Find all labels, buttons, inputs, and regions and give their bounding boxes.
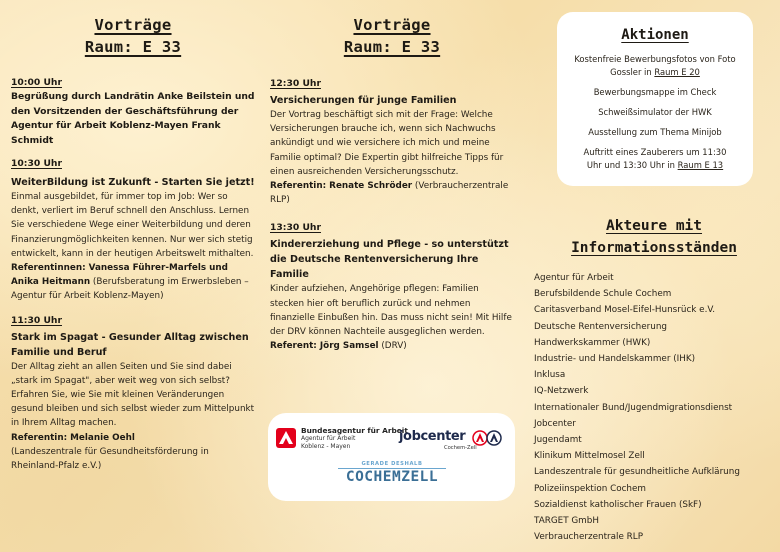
bundesagentur-text	[301, 426, 411, 450]
aktionen-card	[557, 12, 753, 186]
talk-title: WeiterBildung ist Zukunft - Starten Sie jetzt!	[11, 177, 255, 188]
talk-1000	[11, 76, 255, 148]
program-column-1	[11, 0, 255, 473]
talk-speaker	[270, 339, 514, 353]
ba-sub-1: Agentur für Arbeit	[301, 435, 356, 442]
ba-name: Bundesagentur für Arbeit	[301, 426, 408, 435]
aktion-item	[557, 53, 753, 79]
speaker-org: (DRV)	[378, 341, 407, 352]
list-item: Landeszentrale für gesundheitliche Aufklärung	[534, 467, 740, 478]
list-item: Berufsbildende Schule Cochem	[534, 289, 672, 300]
list-item: IQ-Netzwerk	[534, 386, 589, 397]
talk-title: Begrüßung durch Landrätin Anke Beilstein und den Vorsitzenden der Geschäftsführung der Agentur für Arbeit Koblenz-Mayen Frank Schmidt	[11, 91, 255, 146]
list-item: Verbraucherzentrale RLP	[534, 532, 644, 543]
talk-time: 13:30 Uhr	[270, 222, 321, 234]
jobcenter-sub: Cochem-Zell	[444, 445, 477, 451]
list-item: Industrie- und Handelskammer (IHK)	[534, 354, 696, 365]
talk-time: 10:00 Uhr	[11, 77, 62, 88]
akteure-list	[534, 270, 774, 545]
aktion-text: Kostenfreie Bewerbungsfotos von Foto Gossler in	[574, 54, 736, 77]
talk-time: 11:30 Uhr	[11, 314, 62, 326]
column-2-heading	[270, 14, 514, 58]
room-link: Raum E 20	[654, 67, 700, 77]
akteure-heading	[534, 215, 774, 259]
cochemzell-logo	[330, 461, 454, 486]
talk-1230	[270, 77, 514, 207]
talk-1030	[11, 157, 255, 304]
aktion-item: Bewerbungsmappe im Check	[593, 87, 717, 97]
talk-speaker	[11, 431, 255, 445]
heading-line-1: Vorträge	[94, 16, 172, 34]
speaker-name: Referentin: Renate Schröder	[270, 181, 413, 192]
list-item: Internationaler Bund/Jugendmigrationsdienst	[534, 402, 733, 413]
aktion-item	[557, 146, 753, 172]
talk-title: Kindererziehung und Pflege - so unterstützt die Deutsche Rentenversicherung Ihre Familie	[270, 239, 509, 281]
bundesagentur-logo-icon	[276, 428, 296, 448]
list-item: Klinikum Mittelmosel Zell	[534, 451, 645, 462]
list-item: Agentur für Arbeit	[534, 273, 614, 283]
talk-1330	[270, 221, 514, 353]
cochemzell-tagline: GERADE DESHALB	[361, 461, 423, 467]
speaker-org: (Berufsberatung im Erwerbsleben – Agentur für Arbeit Koblenz-Mayen)	[11, 277, 249, 302]
talk-title: Versicherungen für junge Familien	[270, 95, 457, 106]
partner-logos-card	[268, 413, 515, 501]
talk-description: Einmal ausgebildet, für immer top im Job: Wer so denkt, verliert im Beruf schnell den Anschluss. Lernen Sie verschiedene Wege einer Weiterbildung und deren Finanzierungmöglichkeiten kennen. Nur wer sich stetig entwickelt, kann in der heutigen Arbeitswelt mithalten.	[11, 192, 254, 259]
talk-speaker	[270, 179, 514, 207]
jobcenter-name: jobcenter	[399, 429, 466, 444]
speaker-org: (Verbraucherzentrale RLP)	[270, 181, 509, 206]
aktion-item: Ausstellung zum Thema Minijob	[588, 127, 722, 137]
talk-time: 10:30 Uhr	[11, 158, 62, 169]
heading-line-1: Vorträge	[353, 16, 431, 34]
room-link: Raum E 13	[677, 160, 724, 170]
list-item: TARGET GmbH	[534, 516, 599, 527]
aktion-item: Schweißsimulator der HWK	[598, 107, 712, 117]
talk-description: Kinder aufziehen, Angehörige pflegen: Familien stecken hier oft beruflich zurück und nehmen finanzielle Einbußen hin. Das muss nicht sein! Mit Hilfe der DRV können Nachteile ausgeglichen werden.	[270, 284, 512, 338]
talk-title: Stark im Spagat - Gesunder Alltag zwischen Familie und Beruf	[11, 331, 249, 358]
heading-line-2: Raum: E 33	[343, 38, 441, 56]
talk-speaker	[11, 261, 255, 304]
list-item: Handwerkskammer (HWK)	[534, 337, 651, 348]
speaker-org: (Landeszentrale für Gesundheitsförderung in Rheinland-Pfalz e.V.)	[11, 446, 209, 472]
heading-line-2: Raum: E 33	[84, 38, 182, 56]
list-item: Sozialdienst katholischer Frauen (SkF)	[534, 499, 702, 510]
talk-time: 12:30 Uhr	[270, 78, 321, 89]
speaker-name: Referentinnen: Vanessa Führer-Marfels und Anika Heitmann	[11, 263, 228, 288]
aktion-text: Auftritt eines Zauberers um 11:30 Uhr und 13:30 Uhr in	[583, 147, 727, 170]
list-item: Polizeiinspektion Cochem	[534, 483, 646, 494]
akteure-title-line-1: Akteure mit	[605, 218, 703, 234]
list-item: Jugendamt	[534, 435, 582, 446]
talk-description: Der Vortrag beschäftigt sich mit der Frage: Welche Versicherungen brauche ich, wenn sich Nachwuchs ankündigt und wie versichere ich mich und meine Familie optimal? Die Expertin gibt hilfreiche Tipps für einen ausreichenden Versicherungsschutz.	[270, 110, 504, 177]
talk-description: Der Alltag zieht an allen Seiten und Sie sind dabei „stark im Spagat", aber weit weg von sich selbst? Erfahren Sie, wie Sie mit kleinen Veränderungen gesund bleiben und sich selbst wieder zum Mittelpunkt in Ihrem Alltag machen.	[11, 361, 255, 429]
talk-1130	[11, 314, 255, 474]
aktionen-title: Aktionen	[621, 27, 689, 43]
speaker-name: Referent: Jörg Samsel	[270, 341, 379, 352]
column-1-heading	[11, 14, 255, 58]
jobcenter-logo-icon	[472, 430, 502, 446]
cochemzell-name: COCHEMZELL	[345, 469, 439, 485]
ba-sub-2: Koblenz - Mayen	[301, 442, 351, 450]
program-column-2	[270, 0, 514, 353]
list-item: Deutsche Rentenversicherung	[534, 321, 667, 332]
speaker-name: Referentin: Melanie Oehl	[11, 432, 135, 443]
list-item: Jobcenter	[534, 418, 576, 429]
list-item: Caritasverband Mosel-Eifel-Hunsrück e.V.	[534, 305, 716, 316]
akteure-title-line-2: Informationsständen	[571, 240, 737, 256]
jobcenter-logo	[399, 429, 509, 451]
list-item: Inklusa	[534, 370, 566, 381]
